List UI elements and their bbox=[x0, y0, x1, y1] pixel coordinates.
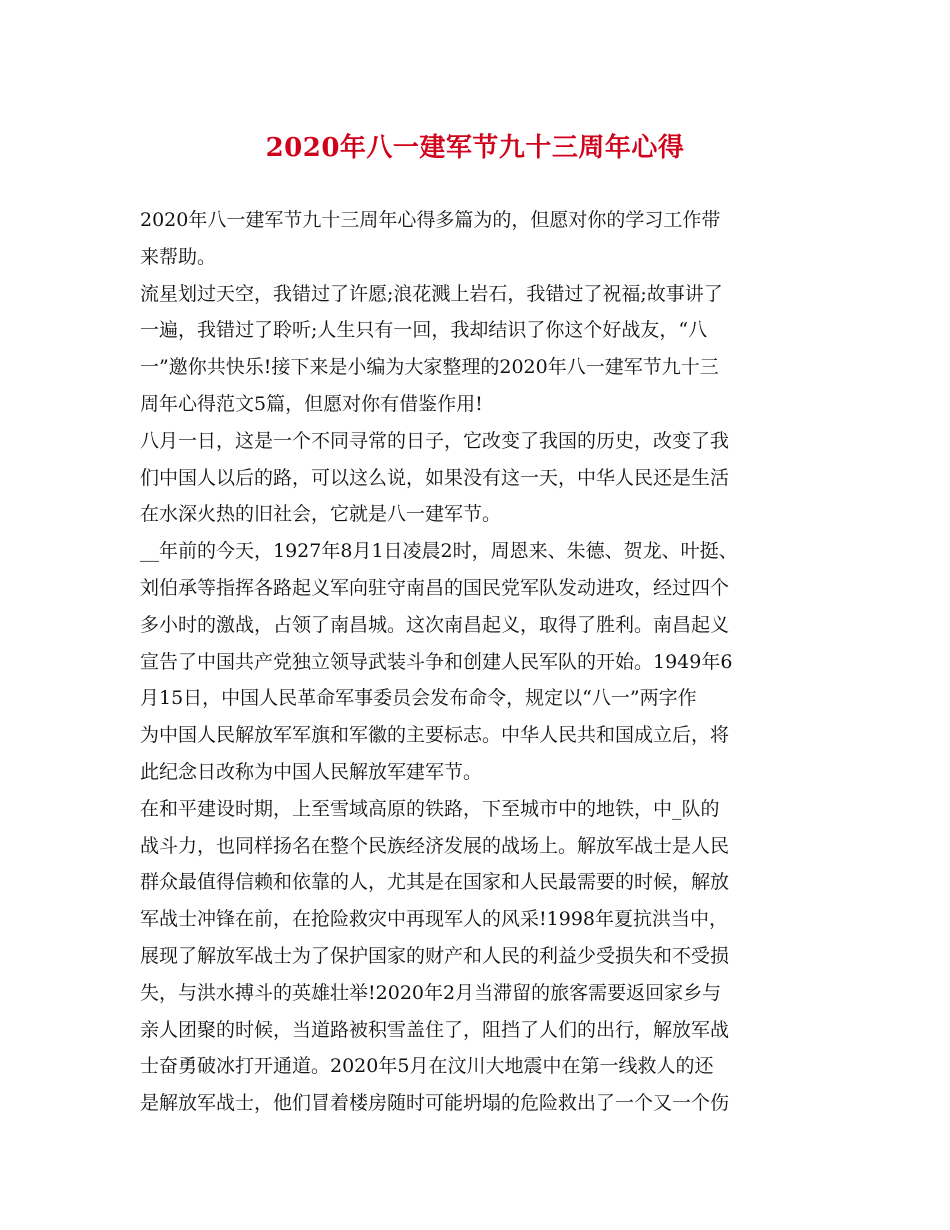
text-line: 亲人团聚的时候，当道路被积雪盖住了，阻挡了人们的出行，解放军战 bbox=[140, 1018, 730, 1041]
text-line: 群众最值得信赖和依靠的人，尤其是在国家和人民最需要的时候，解放 bbox=[140, 871, 730, 894]
text-line: 失，与洪水搏斗的英雄壮举!2020年2月当滞留的旅客需要返回家乡与 bbox=[140, 981, 722, 1004]
text-line: 2020年八一建军节九十三周年心得多篇为的，但愿对你的学习工作带 bbox=[140, 209, 721, 231]
text-line: 士奋勇破冰打开通道。2020年5月在汶川大地震中在第一线救人的还 bbox=[140, 1055, 714, 1078]
text-line: 军战士冲锋在前，在抢险救灾中再现军人的风采!1998年夏抗洪当中， bbox=[140, 908, 728, 931]
text-line: 来帮助。 bbox=[140, 245, 217, 268]
text-line: 一遍，我错过了聆听;人生只有一回，我却结识了你这个好战友，“八 bbox=[140, 319, 708, 342]
text-line: 为中国人民解放军军旗和军徽的主要标志。中华人民共和国成立后，将 bbox=[140, 724, 730, 747]
text-line: 月15日，中国人民革命军事委员会发布命令，规定以“八一”两字作 bbox=[140, 687, 697, 710]
text-line: 八月一日，这是一个不同寻常的日子，它改变了我国的历史，改变了我 bbox=[140, 429, 730, 452]
text-line: 宣告了中国共产党独立领导武装斗争和创建人民军队的开始。1949年6 bbox=[140, 650, 733, 673]
text-line: 流星划过天空，我错过了许愿;浪花溅上岩石，我错过了祝福;故事讲了 bbox=[140, 282, 723, 305]
text-line: 周年心得范文5篇，但愿对你有借鉴作用! bbox=[140, 392, 483, 415]
text-line: 多小时的激战，占领了南昌城。这次南昌起义，取得了胜利。南昌起义 bbox=[140, 613, 730, 636]
text-line: 刘伯承等指挥各路起义军向驻守南昌的国民党军队发动进攻，经过四个 bbox=[140, 576, 730, 599]
document-body bbox=[140, 202, 810, 1122]
text-line: 展现了解放军战士为了保护国家的财产和人民的利益少受损失和不受损 bbox=[140, 944, 730, 967]
text-line: 在水深火热的旧社会，它就是八一建军节。 bbox=[140, 503, 502, 526]
text-line: 此纪念日改称为中国人民解放军建军节。 bbox=[140, 760, 483, 783]
document-title: 2020年八一建军节九十三周年心得 bbox=[265, 133, 685, 163]
text-line: 是解放军战士，他们冒着楼房随时可能坍塌的危险救出了一个又一个伤 bbox=[140, 1092, 730, 1115]
text-line: 一”邀你共快乐!接下来是小编为大家整理的2020年八一建军节九十三 bbox=[140, 356, 719, 379]
text-line: 们中国人以后的路，可以这么说，如果没有这一天，中华人民还是生活 bbox=[140, 466, 730, 489]
text-line: __年前的今天，1927年8月1日凌晨2时，周恩来、朱德、贺龙、叶挺、 bbox=[140, 540, 738, 563]
text-line: 战斗力，也同样扬名在整个民族经济发展的战场上。解放军战士是人民 bbox=[140, 834, 730, 857]
text-line: 在和平建设时期，上至雪域高原的铁路，下至城市中的地铁，中_队的 bbox=[140, 797, 720, 820]
